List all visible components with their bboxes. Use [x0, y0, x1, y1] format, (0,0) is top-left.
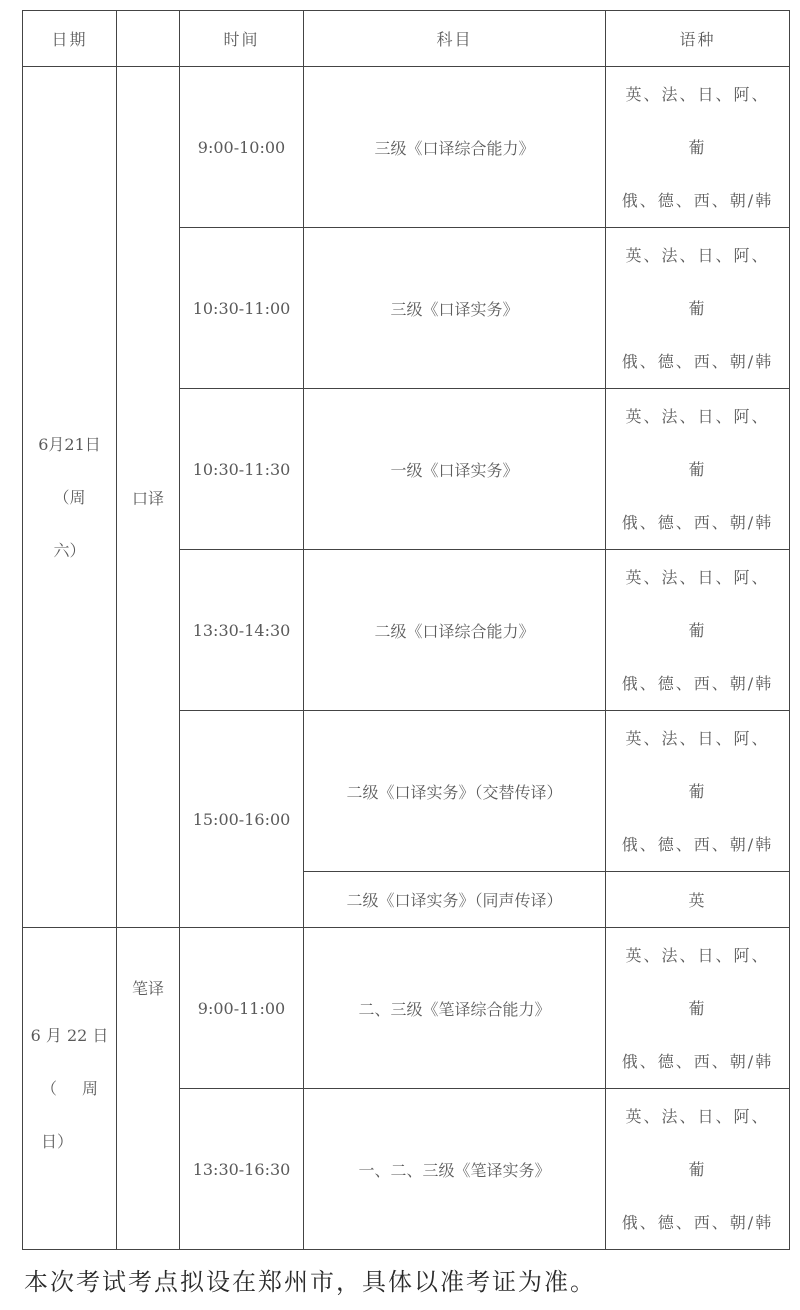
footer-note: 本次考试考点拟设在郑州市，具体以准考证为准。	[24, 1268, 596, 1296]
time-cell: 13:30-14:30	[180, 550, 304, 711]
subject-cell: 二级《口译实务》（同声传译）	[304, 872, 606, 928]
time-cell: 15:00-16:00	[180, 711, 304, 928]
header-subject: 科目	[304, 11, 606, 67]
time-cell: 10:30-11:00	[180, 228, 304, 389]
language-cell: 英、法、日、阿、 葡 俄、德、西、朝/韩	[606, 550, 790, 711]
header-language: 语种	[606, 11, 790, 67]
date-cell-june-22: 6 月 22 日 （ 周 日）	[23, 928, 117, 1250]
table-row	[23, 67, 790, 228]
header-type	[117, 11, 180, 67]
time-cell: 9:00-10:00	[180, 67, 304, 228]
header-row	[23, 11, 790, 67]
subject-cell: 一、二、三级《笔译实务》	[304, 1089, 606, 1250]
exam-schedule-table	[22, 10, 790, 1250]
subject-cell: 一级《口译实务》	[304, 389, 606, 550]
language-cell: 英、法、日、阿、 葡 俄、德、西、朝/韩	[606, 67, 790, 228]
header-date: 日期	[23, 11, 117, 67]
table-row	[23, 928, 790, 1089]
subject-cell: 二级《口译实务》（交替传译）	[304, 711, 606, 872]
language-cell: 英、法、日、阿、 葡 俄、德、西、朝/韩	[606, 711, 790, 872]
language-cell: 英	[606, 872, 790, 928]
subject-cell: 三级《口译实务》	[304, 228, 606, 389]
time-cell: 9:00-11:00	[180, 928, 304, 1089]
language-cell: 英、法、日、阿、 葡 俄、德、西、朝/韩	[606, 928, 790, 1089]
subject-cell: 二级《口译综合能力》	[304, 550, 606, 711]
subject-cell: 二、三级《笔译综合能力》	[304, 928, 606, 1089]
language-cell: 英、法、日、阿、 葡 俄、德、西、朝/韩	[606, 228, 790, 389]
language-cell: 英、法、日、阿、 葡 俄、德、西、朝/韩	[606, 1089, 790, 1250]
header-time: 时间	[180, 11, 304, 67]
subject-cell: 三级《口译综合能力》	[304, 67, 606, 228]
type-cell-interpretation: 口译	[117, 67, 180, 928]
time-cell: 13:30-16:30	[180, 1089, 304, 1250]
time-cell: 10:30-11:30	[180, 389, 304, 550]
date-cell-june-21: 6月21日 （周 六）	[23, 67, 117, 928]
language-cell: 英、法、日、阿、 葡 俄、德、西、朝/韩	[606, 389, 790, 550]
type-cell-translation: 笔译	[117, 928, 180, 1250]
